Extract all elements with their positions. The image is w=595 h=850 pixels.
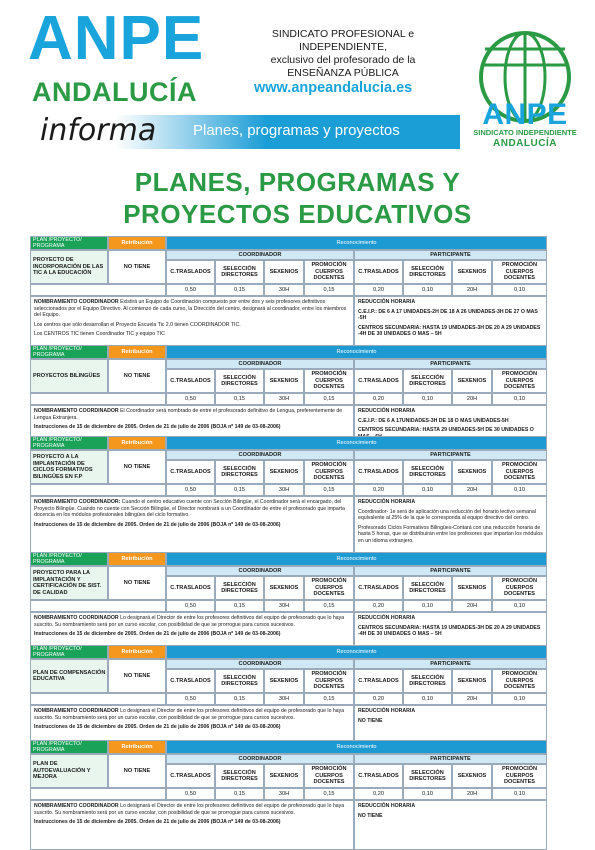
coordinador-col-header: PROMOCIÓN CUERPOS DOCENTES: [304, 260, 354, 284]
plan-label: PLAN /PROYECTO/ PROGRAMA: [30, 552, 108, 566]
participante-value: 0,20: [354, 284, 403, 296]
coordinador-value: 0,50: [166, 284, 215, 296]
participante-value: 20H: [452, 600, 492, 612]
participante-col-header: C.TRASLADOS: [354, 460, 403, 484]
coordinador-col-header: SELECCIÓN DIRECTORES: [215, 669, 264, 693]
coordinador-header: COORDINADOR: [166, 450, 354, 460]
participante-col-header: C.TRASLADOS: [354, 576, 403, 600]
reduccion-horaria: [354, 800, 547, 850]
participante-value: 0,20: [354, 600, 403, 612]
participante-col-header: SELECCIÓN DIRECTORES: [403, 460, 452, 484]
group-row: [166, 659, 547, 669]
description-text: Los centros que sólo desarrollan el Proyecto Escuela Tic 2.0 tienen COORDINADOR TIC.: [34, 321, 241, 328]
participante-col-header: PROMOCIÓN CUERPOS DOCENTES: [492, 460, 547, 484]
coordinador-value: 0,50: [166, 600, 215, 612]
description-row: [30, 800, 567, 850]
columns-row: [166, 669, 547, 693]
coordinator-description: [30, 800, 354, 850]
group-row: [166, 754, 547, 764]
title-line-1: PLANES, PROGRAMAS Y: [134, 167, 461, 197]
coordinador-value: 30H: [264, 600, 304, 612]
reconocimiento-label: Reconocimiento: [166, 740, 547, 754]
participante-value: 20H: [452, 284, 492, 296]
group-row: [166, 250, 547, 260]
section-header-row: [30, 645, 567, 659]
reduccion-paragraph: [358, 499, 543, 506]
coordinador-col-header: C.TRASLADOS: [166, 369, 215, 393]
participante-col-header: SELECCIÓN DIRECTORES: [403, 369, 452, 393]
retribucion-value: NO TIENE: [108, 450, 166, 484]
informa-label: informa: [40, 113, 157, 148]
reduccion-bold: REDUCCIÓN HORARIA: [358, 299, 416, 305]
description-bold: NOMBRAMIENTO COORDINADOR: [34, 408, 119, 414]
values-left-blank: [30, 600, 166, 612]
section-header-row: [30, 236, 567, 250]
coordinador-col-header: PROMOCIÓN CUERPOS DOCENTES: [304, 576, 354, 600]
coordinador-value: 30H: [264, 788, 304, 800]
retribucion-label: Retribución: [108, 436, 166, 450]
header: [0, 0, 595, 160]
coordinador-col-header: PROMOCIÓN CUERPOS DOCENTES: [304, 369, 354, 393]
coordinador-col-header: SEXENIOS: [264, 764, 304, 788]
participante-col-header: SEXENIOS: [452, 764, 492, 788]
coordinador-col-header: SELECCIÓN DIRECTORES: [215, 576, 264, 600]
coordinador-value: 0,50: [166, 693, 215, 705]
plan-label: PLAN /PROYECTO/ PROGRAMA: [30, 740, 108, 754]
plan-name: PLAN DE AUTOEVALUACIÓN Y MEJORA: [30, 754, 108, 788]
coordinador-value: 0,15: [304, 393, 354, 405]
participante-value: 0,10: [492, 393, 547, 405]
reconocimiento-grid: [166, 450, 547, 496]
reduccion-paragraph: [358, 299, 543, 306]
coordinador-col-header: PROMOCIÓN CUERPOS DOCENTES: [304, 460, 354, 484]
reduccion-paragraph: [358, 803, 543, 810]
description-text: Cuando el centro educativo cuente con Sección Bilingüe, el Coordinador será el encargado, del Proyecto Bilingüe. Cuando no cuente con Sección Bilingüe, el Director nombrará a un Coordinador de entre el profesorado que imparta docencia en los módulos profesionales bilingües del ciclo formativo.: [34, 499, 345, 519]
columns-row: [166, 576, 547, 600]
reduccion-paragraph: [358, 708, 543, 715]
reduccion-bold: REDUCCIÓN HORARIA: [358, 499, 416, 505]
coordinador-col-header: PROMOCIÓN CUERPOS DOCENTES: [304, 764, 354, 788]
values-row: [166, 600, 547, 612]
participante-value: 0,10: [492, 284, 547, 296]
description-paragraph: [34, 299, 350, 319]
coordinador-col-header: C.TRASLADOS: [166, 260, 215, 284]
retribucion-label: Retribución: [108, 236, 166, 250]
participante-col-header: PROMOCIÓN CUERPOS DOCENTES: [492, 669, 547, 693]
reconocimiento-grid: [166, 566, 547, 612]
participante-value: 0,10: [403, 600, 452, 612]
values-spacer: [30, 393, 166, 405]
participante-value: 20H: [452, 693, 492, 705]
reduccion-paragraph: [358, 625, 543, 638]
coordinador-value: 0,15: [215, 484, 264, 496]
plan-section: [30, 740, 567, 850]
description-paragraph: [34, 724, 350, 731]
plan-name: PROYECTO DE INCORPORACIÓN DE LAS TIC A LA EDUCACIÓN: [30, 250, 108, 284]
coordinador-value: 0,50: [166, 788, 215, 800]
coordinador-col-header: PROMOCIÓN CUERPOS DOCENTES: [304, 669, 354, 693]
section-header-row: [30, 345, 567, 359]
description-bold: Instrucciones de 15 de diciembre de 2005. Orden de 21 de julio de 2006 (BOJA nº 149 de 03-08-2006): [34, 424, 281, 431]
group-row: [166, 450, 547, 460]
description-paragraph: [34, 708, 350, 721]
plan-label: PLAN /PROYECTO/ PROGRAMA: [30, 436, 108, 450]
brand-andalucia: ANDALUCÍA: [32, 77, 197, 107]
reconocimiento-label: Reconocimiento: [166, 552, 547, 566]
participante-col-header: C.TRASLADOS: [354, 369, 403, 393]
title-line-2: PROYECTOS EDUCATIVOS: [123, 199, 472, 229]
values-left-blank: [30, 393, 166, 405]
participante-value: 0,20: [354, 693, 403, 705]
participante-header: PARTICIPANTE: [354, 359, 547, 369]
values-left-blank: [30, 284, 166, 296]
participante-col-header: PROMOCIÓN CUERPOS DOCENTES: [492, 260, 547, 284]
coordinador-col-header: SEXENIOS: [264, 576, 304, 600]
coordinador-col-header: SEXENIOS: [264, 369, 304, 393]
reduccion-bold: C.E.I.P.: DE 6 A 17UNIDADES-3H DE 18 O MAS UNIDADES-5H: [358, 417, 509, 424]
participante-value: 0,10: [492, 600, 547, 612]
description-text: Lo designará el Director de entre los profesores definitivos del equipo de profesorado que lo haya suscrito. Su nombramiento será por un curso escolar, con posibilidad de que se prorrogue para cursos sucesivos.: [34, 615, 345, 628]
reduccion-bold: CENTROS SECUNDARIA: HASTA 19 UNIDADES-3H DE 20 A 29 UNIDADES -4H DE 30 UNIDADES O MAS – 5H: [358, 324, 541, 338]
reduccion-paragraph: [358, 408, 543, 415]
participante-col-header: SELECCIÓN DIRECTORES: [403, 576, 452, 600]
values-row: [166, 788, 547, 800]
page-title: [0, 166, 595, 230]
reduccion-paragraph: [358, 309, 543, 322]
values-left-blank: [30, 788, 166, 800]
participante-header: PARTICIPANTE: [354, 754, 547, 764]
participante-col-header: C.TRASLADOS: [354, 260, 403, 284]
participante-header: PARTICIPANTE: [354, 250, 547, 260]
description-bold: Instrucciones de 15 de diciembre de 2005. Orden de 21 de julio de 2006 (BOJA nº 149 de 03-08-2006): [34, 631, 281, 638]
values-row: [166, 284, 547, 296]
values-row: [166, 693, 547, 705]
participante-value: 20H: [452, 393, 492, 405]
values-row: [166, 393, 547, 405]
logo-andalucia: ANDALUCÍA: [493, 138, 557, 149]
reduccion-bold: C.E.I.P.: DE 6 A 17 UNIDADES-2H DE 18 A 26 UNIDADES-3H DE 27 O MAS -5H: [358, 308, 538, 322]
reduccion-bold: REDUCCIÓN HORARIA: [358, 803, 416, 809]
columns-row: [166, 460, 547, 484]
coordinador-col-header: SEXENIOS: [264, 260, 304, 284]
coordinador-header: COORDINADOR: [166, 566, 354, 576]
coordinador-value: 0,15: [304, 600, 354, 612]
tagline-line-2: exclusivo del profesorado de la: [270, 54, 416, 66]
coordinador-col-header: SEXENIOS: [264, 669, 304, 693]
values-left-blank: [30, 693, 166, 705]
participante-col-header: PROMOCIÓN CUERPOS DOCENTES: [492, 764, 547, 788]
retribucion-value: NO TIENE: [108, 250, 166, 284]
participante-value: 0,10: [492, 484, 547, 496]
reconocimiento-label: Reconocimiento: [166, 436, 547, 450]
description-text: Los CENTROS TIC tienen Coordinador TIC y equipo TIC: [34, 331, 165, 338]
retribucion-label: Retribución: [108, 345, 166, 359]
reduccion-paragraph: [358, 525, 543, 545]
description-paragraph: [34, 322, 350, 329]
retribucion-label: Retribución: [108, 645, 166, 659]
group-row: [166, 359, 547, 369]
participante-value: 0,20: [354, 484, 403, 496]
columns-row: [166, 369, 547, 393]
participante-col-header: PROMOCIÓN CUERPOS DOCENTES: [492, 369, 547, 393]
informa-subtitle: Planes, programas y proyectos: [193, 122, 400, 139]
tagline: [228, 28, 458, 80]
reduccion-bold: CENTROS SECUNDARIA: HASTA 29 UNIDADES-5H DE 30 UNIDADES O: [358, 427, 534, 434]
values-spacer: [30, 600, 166, 612]
plan-name: PROYECTOS BILINGÜES: [30, 359, 108, 393]
section-header-row: [30, 436, 567, 450]
coordinador-value: 0,15: [304, 284, 354, 296]
participante-value: 0,10: [403, 393, 452, 405]
coordinador-value: 0,15: [215, 788, 264, 800]
plan-label: PLAN /PROYECTO/ PROGRAMA: [30, 236, 108, 250]
logo-sindicato: SINDICATO INDEPENDIENTE: [473, 128, 577, 137]
coordinador-value: 0,50: [166, 393, 215, 405]
description-paragraph: [34, 331, 350, 338]
description-text: Lo designará el Director de entre los profesores definitivos del equipo de profesorado que lo haya suscrito. Su nombramiento será por un curso escolar, con posibilidad de que se prorrogue para cursos sucesivos.: [34, 803, 345, 816]
description-bold: Instrucciones de 15 de diciembre de 2005. Orden de 21 de julio de 2006 (BOJA nº 149 de 03-08-2006): [34, 521, 281, 528]
coordinador-col-header: SELECCIÓN DIRECTORES: [215, 460, 264, 484]
values-spacer: [30, 484, 166, 496]
reduccion-bold: REDUCCIÓN HORARIA: [358, 615, 416, 621]
coordinador-header: COORDINADOR: [166, 754, 354, 764]
section-header-row: [30, 740, 567, 754]
participante-value: 0,10: [403, 788, 452, 800]
coordinador-value: 0,15: [304, 788, 354, 800]
reduccion-paragraph: [358, 509, 543, 522]
description-paragraph: [34, 615, 350, 628]
participante-header: PARTICIPANTE: [354, 450, 547, 460]
coordinador-col-header: SELECCIÓN DIRECTORES: [215, 764, 264, 788]
reconocimiento-label: Reconocimiento: [166, 236, 547, 250]
reduccion-text: Coordinador- 1e será de aplicación una reducción del horario lectivo semanal equivalente al 25% de la que le corresponda al equipo directivo del centro.: [358, 508, 536, 522]
reduccion-paragraph: [358, 615, 543, 622]
columns-row: [166, 764, 547, 788]
reduccion-paragraph: [358, 813, 543, 820]
reduccion-paragraph: [358, 718, 543, 725]
retribucion-label: Retribución: [108, 552, 166, 566]
participante-col-header: SEXENIOS: [452, 576, 492, 600]
participante-header: PARTICIPANTE: [354, 566, 547, 576]
participante-col-header: SEXENIOS: [452, 260, 492, 284]
coordinador-col-header: C.TRASLADOS: [166, 576, 215, 600]
coordinador-header: COORDINADOR: [166, 659, 354, 669]
plan-name: PLAN DE COMPENSACIÓN EDUCATIVA: [30, 659, 108, 693]
coordinador-value: 30H: [264, 484, 304, 496]
participante-col-header: PROMOCIÓN CUERPOS DOCENTES: [492, 576, 547, 600]
values-row: [166, 484, 547, 496]
participante-value: 0,10: [403, 484, 452, 496]
reduccion-paragraph: [358, 418, 543, 425]
description-text: El Coordinador será nombrado de entre el profesorado definitivo de Lengua, preferentemente de Lengua Extranjera.: [34, 408, 343, 421]
participante-value: 0,10: [492, 693, 547, 705]
participante-col-header: SELECCIÓN DIRECTORES: [403, 669, 452, 693]
participante-col-header: SELECCIÓN DIRECTORES: [403, 260, 452, 284]
reconocimiento-grid: [166, 659, 547, 705]
reduccion-bold: REDUCCIÓN HORARIA: [358, 408, 416, 414]
description-paragraph: [34, 803, 350, 816]
reconocimiento-grid: [166, 359, 547, 405]
participante-value: 0,20: [354, 393, 403, 405]
reconocimiento-grid: [166, 754, 547, 800]
coordinador-value: 0,15: [215, 600, 264, 612]
coordinador-col-header: SELECCIÓN DIRECTORES: [215, 369, 264, 393]
values-spacer: [30, 788, 166, 800]
participante-header: PARTICIPANTE: [354, 659, 547, 669]
description-bold: Instrucciones de 15 de diciembre de 2005. Orden de 21 de julio de 2006 (BOJA nº 149 de 03-08-2006): [34, 724, 281, 731]
description-text: Lo designará el Director de entre los profesores definitivos del equipo de profesorado que lo haya suscrito. Su nombramiento será por un curso escolar, con posibilidad de que se prorrogue para cursos sucesivos.: [34, 708, 345, 721]
participante-col-header: SEXENIOS: [452, 369, 492, 393]
description-paragraph: [34, 408, 350, 421]
description-bold: NOMBRAMIENTO COORDINADOR: [34, 615, 119, 621]
participante-col-header: SEXENIOS: [452, 669, 492, 693]
description-bold: NOMBRAMIENTO COORDINADOR: [34, 708, 119, 714]
participante-value: 0,10: [492, 788, 547, 800]
coordinador-col-header: C.TRASLADOS: [166, 764, 215, 788]
participante-col-header: SELECCIÓN DIRECTORES: [403, 764, 452, 788]
logo-anpe: ANPE: [482, 98, 568, 131]
coordinador-value: 0,15: [215, 693, 264, 705]
coordinador-value: 0,50: [166, 484, 215, 496]
description-paragraph: [34, 631, 350, 638]
coordinador-header: COORDINADOR: [166, 359, 354, 369]
description-paragraph: [34, 819, 350, 826]
reconocimiento-label: Reconocimiento: [166, 645, 547, 659]
description-text: Existirá un Equipo de Coordinación compuesto por entre dos y seis profesores definitivos seleccionados por el Equipo Directivo. Al comienzo de cada curso, la Dirección del centro, designará al coordinador, entre los miembros del Equipo.: [34, 299, 347, 319]
group-row: [166, 566, 547, 576]
description-bold: Instrucciones de 15 de diciembre de 2005. Orden de 21 de julio de 2006 (BOJA nº 149 de 03-08-2006): [34, 819, 281, 826]
participante-col-header: C.TRASLADOS: [354, 669, 403, 693]
values-left-blank: [30, 484, 166, 496]
coordinador-value: 0,15: [215, 284, 264, 296]
brand-anpe: ANPE: [28, 4, 205, 73]
description-paragraph: [34, 424, 350, 431]
reduccion-paragraph: [358, 325, 543, 338]
website-link[interactable]: www.anpeandalucia.es: [254, 80, 413, 96]
coordinador-value: 0,15: [304, 484, 354, 496]
description-bold: NOMBRAMIENTO COORDINADOR: [34, 299, 119, 305]
reduccion-bold: REDUCCIÓN HORARIA: [358, 708, 416, 714]
plan-name: PROYECTO A LA IMPLANTACIÓN DE CICLOS FORMATIVOS BILINGÜES EN F.P: [30, 450, 108, 484]
coordinador-value: 0,15: [304, 693, 354, 705]
coordinador-col-header: SEXENIOS: [264, 460, 304, 484]
reconocimiento-grid: [166, 250, 547, 296]
tagline-line-3: ENSEÑANZA PÚBLICA: [287, 67, 399, 79]
coordinador-value: 30H: [264, 693, 304, 705]
participante-value: 20H: [452, 788, 492, 800]
retribucion-label: Retribución: [108, 740, 166, 754]
plan-label: PLAN /PROYECTO/ PROGRAMA: [30, 345, 108, 359]
retribucion-value: NO TIENE: [108, 754, 166, 788]
reconocimiento-label: Reconocimiento: [166, 345, 547, 359]
coordinador-col-header: C.TRASLADOS: [166, 669, 215, 693]
retribucion-value: NO TIENE: [108, 659, 166, 693]
description-paragraph: [34, 522, 350, 529]
reduccion-bold: CENTROS SECUNDARIA: HASTA 19 UNIDADES-3H DE 20 A 29 UNIDADES -4H DE 30 UNIDADES O MAS – 5H: [358, 624, 541, 638]
section-header-row: [30, 552, 567, 566]
values-spacer: [30, 693, 166, 705]
coordinador-col-header: SELECCIÓN DIRECTORES: [215, 260, 264, 284]
retribucion-value: NO TIENE: [108, 566, 166, 600]
plan-name: PROYECTO PARA LA IMPLANTACIÓN Y CERTIFICACIÓN DE SIST. DE CALIDAD: [30, 566, 108, 600]
reduccion-bold: NO TIENE: [358, 717, 383, 724]
coordinador-value: 0,15: [215, 393, 264, 405]
participante-col-header: C.TRASLADOS: [354, 764, 403, 788]
reduccion-bold: NO TIENE: [358, 812, 383, 819]
reduccion-text: Profesorado Ciclos Formativos Bilingües-Contará con una reducción horaria de hasta 5 horas, que se distribuirán entre los profesores que impartan los módulos en un idioma extranjero.: [358, 524, 543, 544]
tagline-line-1: SINDICATO PROFESIONAL e INDEPENDIENTE,: [271, 28, 415, 53]
participante-col-header: SEXENIOS: [452, 460, 492, 484]
coordinador-col-header: C.TRASLADOS: [166, 460, 215, 484]
coordinador-value: 30H: [264, 393, 304, 405]
values-spacer: [30, 284, 166, 296]
participante-value: 0,20: [354, 788, 403, 800]
participante-value: 0,10: [403, 284, 452, 296]
plan-label: PLAN /PROYECTO/ PROGRAMA: [30, 645, 108, 659]
participante-value: 0,10: [403, 693, 452, 705]
coordinador-header: COORDINADOR: [166, 250, 354, 260]
description-bold: NOMBRAMIENTO COORDINADOR: [34, 803, 119, 809]
description-paragraph: [34, 499, 350, 519]
coordinador-value: 30H: [264, 284, 304, 296]
participante-value: 20H: [452, 484, 492, 496]
retribucion-value: NO TIENE: [108, 359, 166, 393]
description-bold: NOMBRAMIENTO COORDINADOR:: [34, 499, 121, 505]
columns-row: [166, 260, 547, 284]
